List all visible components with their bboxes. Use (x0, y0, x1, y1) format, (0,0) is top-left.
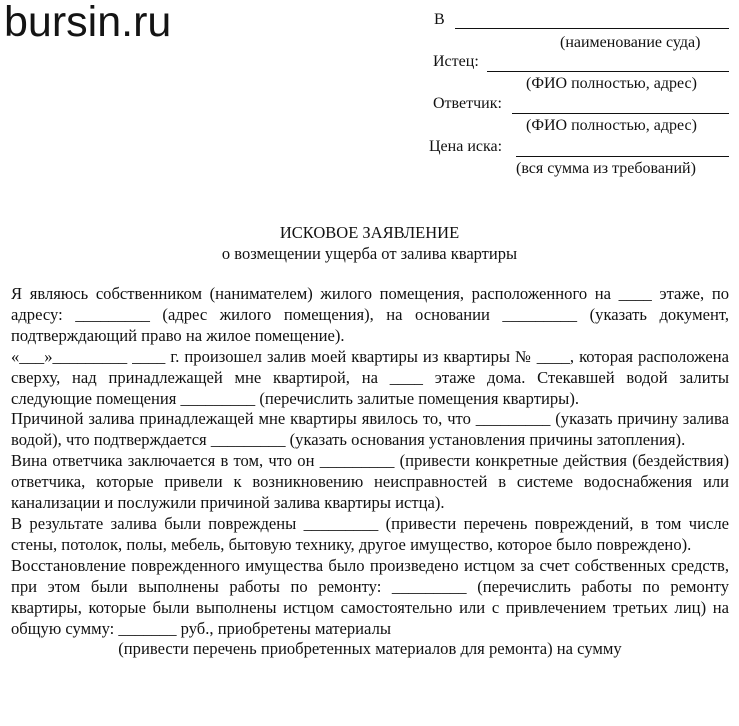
document-body (11, 284, 729, 660)
defendant-line (512, 97, 729, 114)
court-hint: (наименование суда) (560, 34, 701, 51)
paragraph-damage: В результате залива были повреждены _________ (привести перечень повреждений, в том числе стены, потолок, полы, мебель, бытовую технику, другое имущество, которое было повреждено). (11, 513, 729, 554)
price-line (516, 140, 729, 157)
paragraph-ownership: Я являюсь собственником (нанимателем) жилого помещения, расположенного на ____ этаже, по адресу: _________ (адрес жилого помещения), на основании _________ (указать документ, подтверждающий право на жилое помещение). (11, 284, 729, 345)
price-label: Цена иска: (429, 138, 503, 155)
document-subtitle: о возмещении ущерба от залива квартиры (221, 244, 518, 263)
paragraph-repair: Восстановление поврежденного имущества было произведено истцом за счет собственных средств, при этом были выполнены работы по ремонту: _________ (перечислить работы по ремонту квартиры, которые были выполнены истцом самостоятельно или с привлечением третьих лиц) на общую сумму: _______ руб., приобретены материалы (11, 555, 729, 638)
defendant-hint: (ФИО полностью, адрес) (526, 117, 697, 134)
court-line (455, 12, 729, 29)
plaintiff-line (487, 55, 729, 72)
site-watermark: bursin.ru (4, 0, 172, 46)
paragraph-defendant-fault: Вина ответчика заключается в том, что он _________ (привести конкретные действия (бездействия) ответчика, которые привели к возникновению неисправностей в системе водоснабжения или канализации и послужили причиной залива квартиры истца). (11, 451, 729, 513)
paragraph-cause: Причиной залива принадлежащей мне квартиры явилось то, что _________ (указать причину залива водой), что подтверждается _________ (указать основания установления причины затопления). (11, 409, 729, 450)
price-hint: (вся сумма из требований) (516, 160, 696, 177)
paragraph-flood-event: «___»_________ ____ г. произошел залив моей квартиры из квартиры № ____, которая расположена сверху, над принадлежащей мне квартирой, на ____ этаже дома. Стекавшей водой залиты следующие помещения _________ (перечислить залитые помещения квартиры). (11, 346, 729, 408)
plaintiff-hint: (ФИО полностью, адрес) (526, 75, 697, 92)
plaintiff-label: Истец: (433, 53, 479, 70)
court-label: В (434, 11, 445, 28)
document-title: ИСКОВОЕ ЗАЯВЛЕНИЕ (279, 223, 460, 242)
defendant-label: Ответчик: (433, 95, 502, 112)
paragraph-materials: (привести перечень приобретенных материалов для ремонта) на сумму (118, 639, 622, 659)
